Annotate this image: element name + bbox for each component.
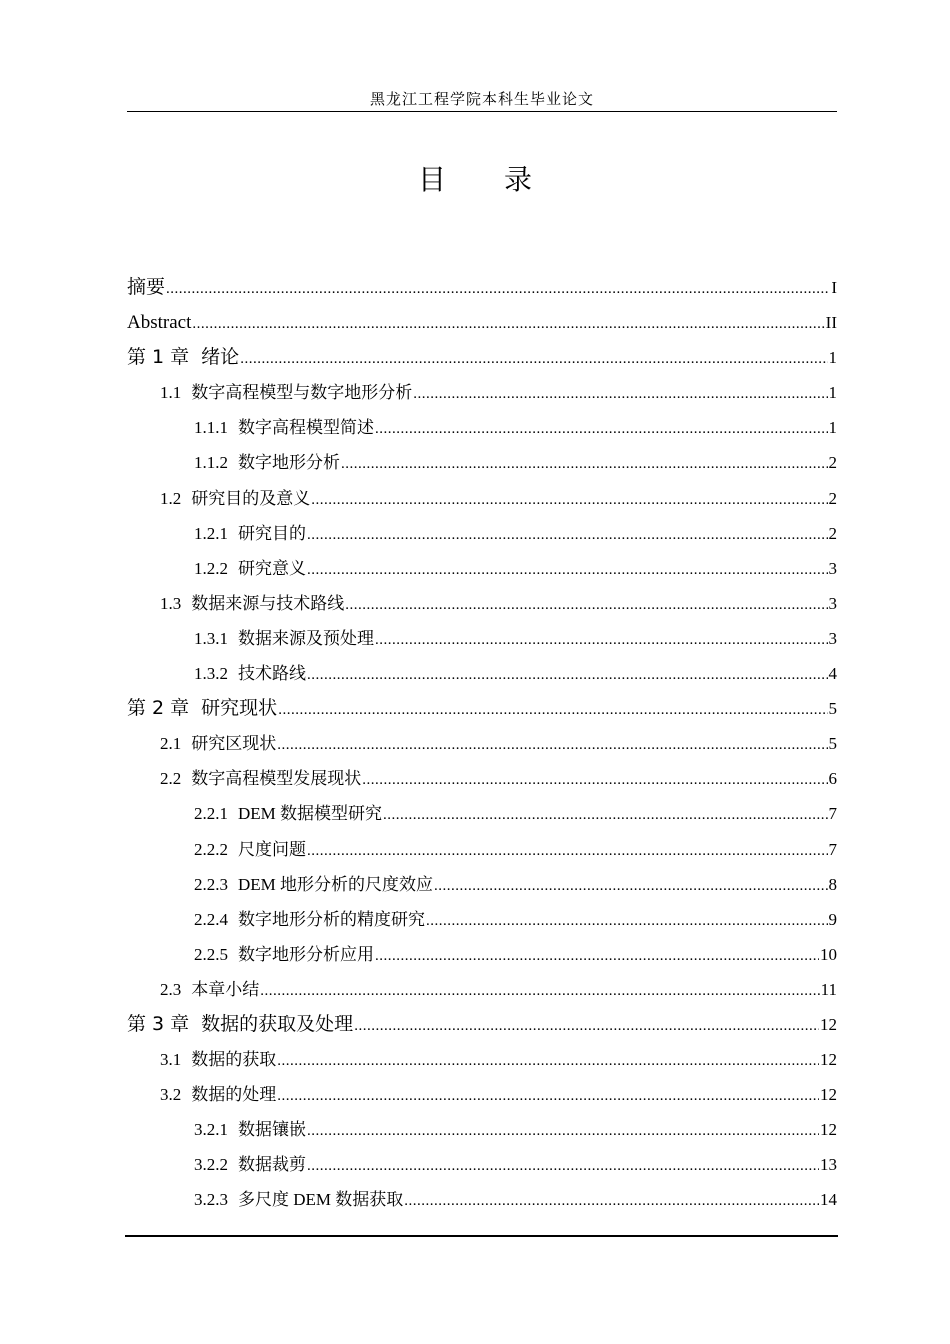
toc-entry-page: 9	[828, 909, 837, 929]
toc-entry-label: 数据来源及预处理	[238, 628, 374, 648]
toc-entry[interactable]	[127, 1182, 837, 1217]
table-of-contents	[127, 270, 837, 1218]
toc-entry[interactable]	[127, 270, 837, 305]
dot-leader	[375, 939, 819, 974]
toc-entry[interactable]	[127, 656, 837, 691]
toc-entry-page: 6	[828, 769, 837, 789]
toc-entry[interactable]	[127, 902, 837, 937]
toc-entry-number: 第 1 章	[127, 346, 190, 369]
toc-entry-label: 研究区现状	[191, 734, 277, 754]
dot-leader	[260, 974, 819, 1009]
dot-leader	[277, 1079, 819, 1114]
toc-entry-label: 摘要	[127, 277, 166, 298]
toc-title: 目录	[417, 163, 590, 196]
toc-entry-label: 研究目的及意义	[191, 488, 311, 508]
toc-entry[interactable]	[127, 972, 837, 1007]
dot-leader	[307, 658, 828, 693]
toc-entry[interactable]	[127, 691, 837, 726]
toc-entry-label: 数据裁剪	[238, 1155, 306, 1175]
toc-entry-page: 5	[828, 734, 837, 754]
toc-entry-number: 3.2.1	[194, 1120, 228, 1140]
toc-entry-label: 数字高程模型发展现状	[191, 769, 362, 789]
toc-entry-number: 1.2.1	[194, 523, 228, 543]
toc-entry-number: 2.2.5	[194, 944, 228, 964]
toc-entry-label: 尺度问题	[238, 839, 306, 859]
toc-entry-label: 数字高程模型与数字地形分析	[191, 383, 413, 403]
toc-entry-label: DEM 数据模型研究	[238, 804, 383, 824]
toc-entry-page: 1	[828, 418, 837, 438]
toc-entry-number: 2.1	[160, 734, 182, 754]
toc-entry[interactable]	[127, 726, 837, 761]
toc-entry-label: 研究现状	[201, 698, 278, 720]
toc-entry-label: 数据的处理	[191, 1085, 277, 1105]
toc-entry-number: 1.2	[160, 488, 182, 508]
header-rule	[127, 111, 837, 112]
toc-entry-number: 1.3	[160, 593, 182, 613]
toc-entry-number: 第 3 章	[127, 1012, 190, 1035]
toc-entry-label: 本章小结	[191, 979, 260, 999]
running-header: 黑龙江工程学院本科生毕业论文	[369, 92, 594, 108]
dot-leader	[277, 728, 827, 763]
toc-entry-number: 2.2.1	[194, 804, 228, 824]
toc-entry-number: 2.2.2	[194, 839, 228, 859]
toc-entry[interactable]	[127, 305, 837, 340]
toc-entry[interactable]	[127, 481, 837, 516]
toc-entry-page: 5	[828, 699, 837, 719]
toc-entry-number: 1.1.1	[194, 418, 228, 438]
toc-entry-label: 数字地形分析的精度研究	[238, 909, 425, 929]
toc-entry-page: 1	[828, 383, 837, 403]
toc-entry[interactable]	[127, 586, 837, 621]
dot-leader	[341, 447, 828, 482]
toc-entry-label: 技术路线	[238, 664, 306, 684]
dot-leader	[307, 1149, 819, 1184]
toc-entry-page: 3	[828, 593, 837, 613]
toc-entry-number: 1.1.2	[194, 453, 228, 473]
toc-entry[interactable]	[127, 937, 837, 972]
toc-entry-page: 12	[820, 1085, 837, 1105]
toc-entry-page: I	[831, 278, 837, 297]
toc-entry[interactable]	[127, 1042, 837, 1077]
footer-rule	[125, 1235, 838, 1237]
toc-entry[interactable]	[127, 1077, 837, 1112]
toc-entry-label: 数据的获取	[191, 1050, 277, 1070]
toc-entry-number: 2.2	[160, 769, 182, 789]
toc-entry-number: 1.3.1	[194, 628, 228, 648]
toc-entry-page: 13	[820, 1155, 837, 1175]
toc-entry-label: 数字地形分析	[238, 453, 340, 473]
dot-leader	[277, 1044, 819, 1079]
dot-leader	[311, 483, 827, 518]
toc-entry-page: 3	[828, 558, 837, 578]
toc-entry[interactable]	[127, 867, 837, 902]
toc-entry-page: 7	[828, 804, 837, 824]
toc-entry-page: 2	[828, 488, 837, 508]
dot-leader	[307, 553, 828, 588]
toc-entry-label: 研究目的	[238, 523, 306, 543]
dot-leader	[192, 307, 824, 342]
toc-entry-number: 3.2.3	[194, 1190, 228, 1210]
toc-entry-number: 1.2.2	[194, 558, 228, 578]
dot-leader	[307, 1114, 819, 1149]
dot-leader	[434, 869, 827, 904]
toc-entry[interactable]	[127, 445, 837, 480]
toc-entry-page: 7	[828, 839, 837, 859]
toc-entry-label: DEM 地形分析的尺度效应	[238, 874, 434, 894]
dot-leader	[278, 693, 827, 728]
toc-entry-number: 2.3	[160, 979, 182, 999]
toc-entry[interactable]	[127, 1147, 837, 1182]
toc-entry-label: 数字高程模型简述	[238, 418, 374, 438]
toc-entry-number: 1.1	[160, 383, 182, 403]
toc-entry-label: 多尺度 DEM 数据获取	[238, 1190, 404, 1210]
toc-entry-label: 绪论	[201, 347, 240, 369]
toc-entry-page: 14	[820, 1190, 837, 1210]
toc-entry-label: Abstract	[127, 312, 192, 334]
toc-entry[interactable]	[127, 621, 837, 656]
toc-entry[interactable]	[127, 340, 837, 375]
toc-entry[interactable]	[127, 1007, 837, 1042]
toc-entry[interactable]	[127, 832, 837, 867]
toc-entry-number: 2.2.3	[194, 874, 228, 894]
toc-entry-number: 1.3.2	[194, 664, 228, 684]
toc-entry-page: 1	[828, 348, 837, 368]
toc-entry[interactable]	[127, 796, 837, 831]
toc-entry-page: 2	[828, 453, 837, 473]
toc-entry[interactable]	[127, 1112, 837, 1147]
toc-entry-page: 2	[828, 523, 837, 543]
dot-leader	[426, 904, 828, 939]
toc-entry-page: 3	[828, 628, 837, 648]
toc-entry-page: 11	[820, 979, 837, 999]
toc-entry-number: 第 2 章	[127, 697, 190, 720]
dot-leader	[375, 412, 828, 447]
toc-entry-number: 3.2.2	[194, 1155, 228, 1175]
toc-entry-label: 数据来源与技术路线	[191, 593, 345, 613]
toc-entry-label: 数据镶嵌	[238, 1120, 306, 1140]
dot-leader	[166, 272, 830, 307]
dot-leader	[307, 518, 828, 553]
toc-entry-page: 12	[820, 1120, 837, 1140]
toc-entry-page: 8	[828, 874, 837, 894]
toc-entry[interactable]	[127, 410, 837, 445]
toc-entry-page: 4	[828, 664, 837, 684]
toc-entry-page: 10	[820, 944, 837, 964]
toc-entry-label: 数字地形分析应用	[238, 944, 374, 964]
toc-entry-label: 研究意义	[238, 558, 306, 578]
dot-leader	[307, 834, 828, 869]
dot-leader	[413, 377, 827, 412]
toc-entry-page: II	[825, 313, 837, 333]
dot-leader	[354, 1009, 819, 1044]
toc-entry[interactable]	[127, 516, 837, 551]
dot-leader	[345, 588, 827, 623]
toc-entry[interactable]	[127, 551, 837, 586]
dot-leader	[404, 1184, 819, 1219]
dot-leader	[375, 623, 828, 658]
toc-entry-page: 12	[820, 1014, 837, 1034]
toc-entry[interactable]	[127, 761, 837, 796]
dot-leader	[240, 342, 827, 377]
toc-entry-number: 3.2	[160, 1085, 182, 1105]
toc-entry[interactable]	[127, 375, 837, 410]
dot-leader	[362, 763, 827, 798]
toc-entry-page: 12	[820, 1050, 837, 1070]
dot-leader	[383, 798, 827, 833]
toc-entry-label: 数据的获取及处理	[201, 1013, 354, 1035]
toc-entry-number: 2.2.4	[194, 909, 228, 929]
toc-entry-number: 3.1	[160, 1050, 182, 1070]
